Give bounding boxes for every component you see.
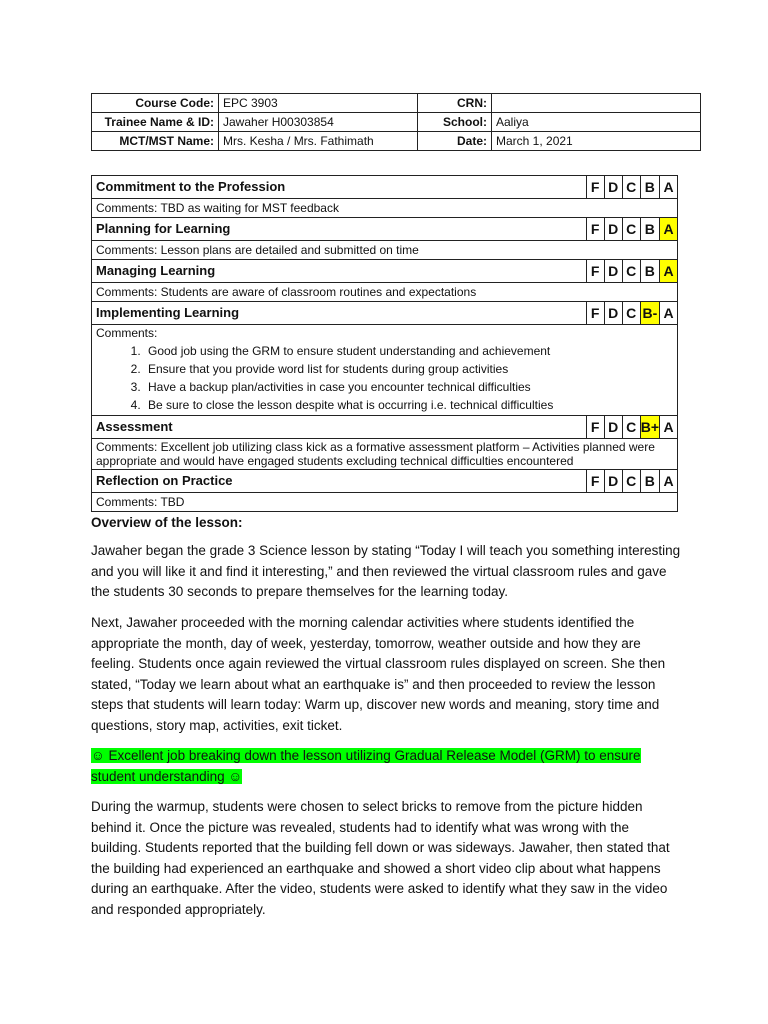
- grade-cell-b: B: [640, 176, 659, 199]
- section-row: [92, 302, 678, 325]
- overview-heading: Overview of the lesson:: [91, 515, 243, 530]
- course-info-table: [91, 93, 701, 151]
- grade-cell-c: C: [622, 260, 640, 283]
- comment-text: Comments: Students are aware of classroom routines and expectations: [96, 285, 477, 299]
- comment-cell: [92, 493, 678, 512]
- overview-paragraph-2: Next, Jawaher proceeded with the morning calendar activities where students identified the appropriate the month, day of week, yesterday, tomorrow, weather outside and how they are feeling. Students once again reviewed the virtual classroom rules displayed on screen. She then stated, “Today we learn about what an earthquake is” and then proceeded to review the lesson steps that students will learn today: Warm up, discover new words and meaning, story time and questions, story map, activities, exit ticket.: [91, 615, 666, 733]
- comment-text: Comments: Excellent job utilizing class kick as a formative assessment platform – Activities planned were appropriate and would have engaged students excluding technical difficulties encountered: [96, 440, 655, 468]
- info-row: [92, 94, 701, 113]
- grade-cell-f: F: [586, 470, 604, 493]
- comment-list-item: 2. Ensure that you provide word list for students during group activities: [144, 360, 673, 378]
- grade-cell-b: B+: [640, 416, 659, 439]
- date-label: Date:: [418, 132, 492, 151]
- grade-cell-a: A: [660, 260, 678, 283]
- section-title: Assessment: [92, 416, 587, 439]
- course-code-value: EPC 3903: [219, 94, 418, 113]
- section-title: Planning for Learning: [92, 218, 587, 241]
- comment-row: [92, 325, 678, 416]
- grade-cell-c: C: [622, 176, 640, 199]
- grade-cell-d: D: [604, 470, 622, 493]
- grade-cell-c: C: [622, 470, 640, 493]
- mct-value: Mrs. Kesha / Mrs. Fathimath: [219, 132, 418, 151]
- comment-list-item: 3. Have a backup plan/activities in case you encounter technical difficulties: [144, 378, 673, 396]
- grade-cell-d: D: [604, 260, 622, 283]
- school-label: School:: [418, 113, 492, 132]
- section-title: Managing Learning: [92, 260, 587, 283]
- course-code-label: Course Code:: [92, 94, 219, 113]
- comment-list: [96, 342, 673, 414]
- section-row: [92, 416, 678, 439]
- info-row: [92, 132, 701, 151]
- comment-cell: [92, 283, 678, 302]
- section-title: Reflection on Practice: [92, 470, 587, 493]
- comment-row: [92, 241, 678, 260]
- grade-cell-d: D: [604, 302, 622, 325]
- grade-cell-d: D: [604, 416, 622, 439]
- highlight-text: ☺ Excellent job breaking down the lesson utilizing Gradual Release Model (GRM) to ensure student understanding ☺: [91, 748, 641, 784]
- comment-text: Comments:: [96, 326, 158, 340]
- crn-value: [492, 94, 701, 113]
- comment-text: Comments: TBD: [96, 495, 185, 509]
- grade-cell-c: C: [622, 302, 640, 325]
- comment-text: Comments: Lesson plans are detailed and submitted on time: [96, 243, 419, 257]
- crn-label: CRN:: [418, 94, 492, 113]
- grade-cell-f: F: [586, 302, 604, 325]
- comment-row: [92, 199, 678, 218]
- section-row: [92, 218, 678, 241]
- section-row: [92, 470, 678, 493]
- section-row: [92, 176, 678, 199]
- comment-row: [92, 283, 678, 302]
- comment-cell: [92, 325, 678, 416]
- grade-cell-f: F: [586, 176, 604, 199]
- comment-list-item: 1. Good job using the GRM to ensure student understanding and achievement: [144, 342, 673, 360]
- section-row: [92, 260, 678, 283]
- comment-cell: [92, 439, 678, 470]
- info-row: [92, 113, 701, 132]
- grade-cell-f: F: [586, 260, 604, 283]
- grm-highlight-note: [91, 746, 681, 787]
- grade-cell-d: D: [604, 218, 622, 241]
- school-value: Aaliya: [492, 113, 701, 132]
- grade-cell-a: A: [660, 416, 678, 439]
- grade-cell-d: D: [604, 176, 622, 199]
- comment-list-item: 4. Be sure to close the lesson despite what is occurring i.e. technical difficulties: [144, 396, 673, 414]
- comment-cell: [92, 199, 678, 218]
- section-title: Implementing Learning: [92, 302, 587, 325]
- section-title: Commitment to the Profession: [92, 176, 587, 199]
- grade-cell-b: B: [640, 260, 659, 283]
- grade-cell-c: C: [622, 416, 640, 439]
- comment-row: [92, 493, 678, 512]
- comment-row: [92, 439, 678, 470]
- grade-cell-c: C: [622, 218, 640, 241]
- trainee-label: Trainee Name & ID:: [92, 113, 219, 132]
- grade-cell-f: F: [586, 218, 604, 241]
- criteria-table: [91, 175, 678, 512]
- overview-paragraph-3: During the warmup, students were chosen to select bricks to remove from the picture hidden behind it. Once the picture was revealed, students had to identify what was wrong with the building. Students reported that the building fell down or was sideways. Jawaher, then stated that the building had experienced an earthquake and showed a short video clip about what happens during an earthquake. After the video, students were asked to identify what they saw in the video and responded appropriately.: [91, 799, 670, 917]
- grade-cell-a: A: [660, 302, 678, 325]
- grade-cell-f: F: [586, 416, 604, 439]
- grade-cell-b: B: [640, 218, 659, 241]
- grade-cell-a: A: [660, 470, 678, 493]
- overview-paragraph-1: Jawaher began the grade 3 Science lesson by stating “Today I will teach you something interesting and you will like it and find it interesting,” and then reviewed the virtual classroom rules and gave the students 30 seconds to prepare themselves for the learning today.: [91, 543, 681, 599]
- trainee-value: Jawaher H00303854: [219, 113, 418, 132]
- grade-cell-b: B: [640, 470, 659, 493]
- mct-label: MCT/MST Name:: [92, 132, 219, 151]
- comment-cell: [92, 241, 678, 260]
- date-value: March 1, 2021: [492, 132, 701, 151]
- grade-cell-a: A: [660, 218, 678, 241]
- grade-cell-b: B-: [640, 302, 659, 325]
- grade-cell-a: A: [660, 176, 678, 199]
- comment-text: Comments: TBD as waiting for MST feedback: [96, 201, 339, 215]
